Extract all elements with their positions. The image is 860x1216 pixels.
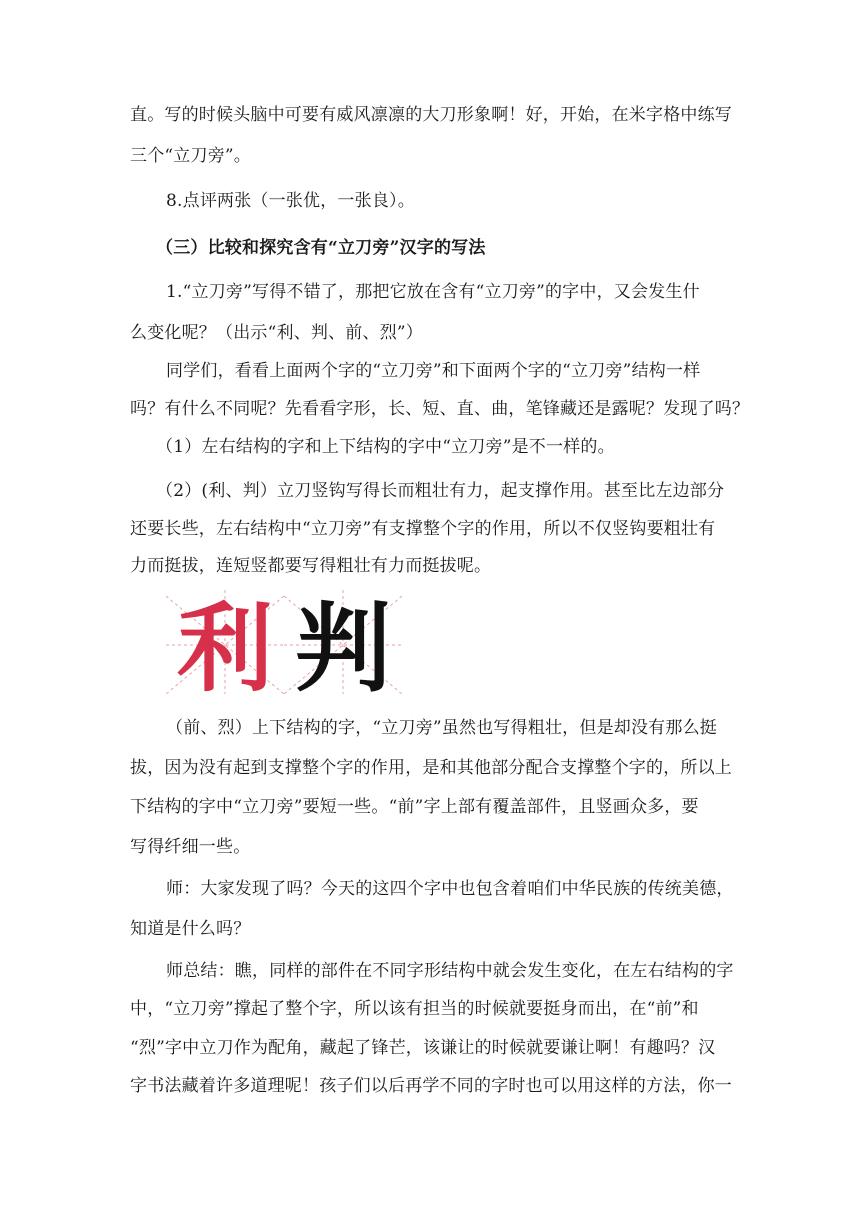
paragraph-line: 还要长些，左右结构中“立刀旁”有支撑整个字的作用，所以不仅竖钩要粗壮有 [130,519,716,539]
paragraph-line: 三个“立刀旁”。 [130,146,251,166]
calligraphy-svg [166,590,402,694]
paragraph-line: 字书法藏着许多道理呢！孩子们以后再学不同的字时也可以用这样的方法，你一 [130,1076,732,1096]
character-pan: 判 [295,593,391,694]
section-heading: （三）比较和探究含有“立刀旁”汉字的写法 [156,238,486,258]
character-li: 利 [177,593,273,694]
paragraph-line: 力而挺拔，连短竖都要写得粗壮有力而挺拔呢。 [130,556,492,576]
paragraph-line: （1）左右结构的字和上下结构的字中“立刀旁”是不一样的。 [156,437,615,457]
paragraph-line: 知道是什么吗？ [130,919,251,939]
paragraph-line: 下结构的字中“立刀旁”要短一些。“前”字上部有覆盖部件，且竖画众多，要 [130,797,699,817]
paragraph-line: “烈”字中立刀作为配角，藏起了锋芒，该谦让的时候就要谦让啊！有趣吗？汉 [130,1038,716,1058]
paragraph-line: 直。写的时候头脑中可要有威风凛凛的大刀形象啊！好，开始，在米字格中练写 [130,105,732,125]
calligraphy-figure [166,590,402,694]
paragraph-line: 吗？有什么不同呢？先看看字形，长、短、直、曲，笔锋藏还是露呢？发现了吗？ [130,399,750,419]
paragraph-line: 拔，因为没有起到支撑整个字的作用，是和其他部分配合支撑整个字的，所以上 [130,758,732,778]
paragraph-line: （2）(利、判）立刀竖钩写得长而粗壮有力，起支撑作用。甚至比左边部分 [156,481,725,501]
paragraph-line: 写得纤细一些。 [130,837,251,857]
paragraph-line: 同学们，看看上面两个字的“立刀旁”和下面两个字的“立刀旁”结构一样 [166,361,701,381]
paragraph-line: 1.“立刀旁”写得不错了，那把它放在含有“立刀旁”的字中，又会发生什 [166,282,700,302]
paragraph-line: 师总结：瞧，同样的部件在不同字形结构中就会发生变化，在左右结构的字 [166,961,734,981]
paragraph-line: 师：大家发现了吗？今天的这四个字中也包含着咱们中华民族的传统美德， [166,879,734,899]
paragraph-line: 中，“立刀旁”撑起了整个字，所以该有担当的时候就要挺身而出，在“前”和 [130,999,699,1019]
paragraph-line: 8.点评两张（一张优，一张良）。 [166,191,415,211]
paragraph-line: （前、烈）上下结构的字，“立刀旁”虽然也写得粗壮，但是却没有那么挺 [166,718,717,738]
paragraph-line: 么变化呢？（出示“利、判、前、烈”） [130,323,423,343]
